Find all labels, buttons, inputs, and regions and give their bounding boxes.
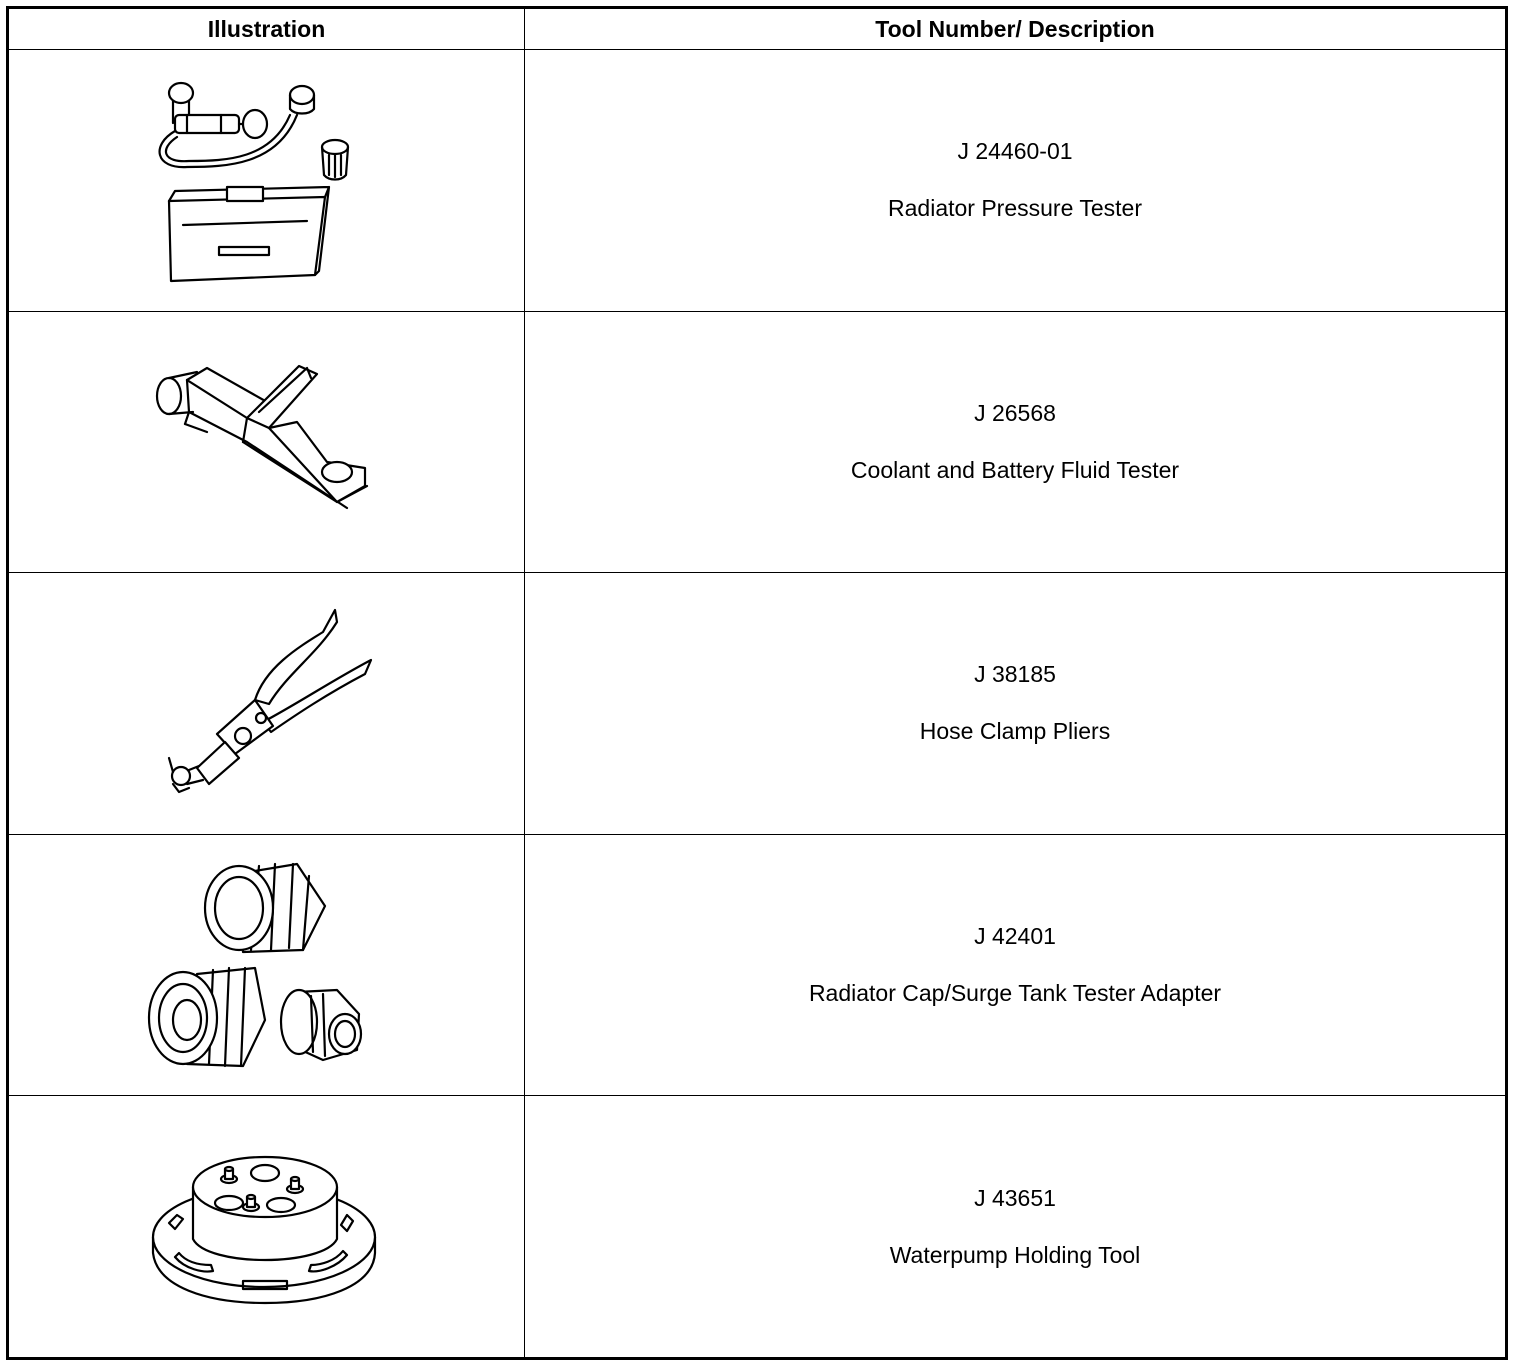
hose-clamp-pliers-icon [147,608,387,798]
illustration-cell [8,50,525,312]
tool-description: Radiator Pressure Tester [888,195,1142,222]
tool-number: J 26568 [974,399,1056,426]
tool-number: J 38185 [974,661,1056,688]
illustration-header: Illustration [8,8,525,50]
illustration-cell [8,311,525,573]
description-cell [525,1096,1507,1359]
tool-number: J 42401 [974,923,1056,950]
description-cell [525,311,1507,573]
table-row [8,834,1507,1096]
description-header: Tool Number/ Description [525,8,1507,50]
tool-description: Hose Clamp Pliers [919,718,1111,745]
radiator-pressure-tester-icon [147,75,387,285]
description-cell [525,573,1507,835]
waterpump-holding-tool-icon [147,1147,387,1307]
special-tools-table [6,6,1508,1360]
table-row [8,50,1507,312]
fluid-tester-icon [147,362,387,522]
table-row [8,311,1507,573]
tool-description: Coolant and Battery Fluid Tester [850,456,1180,483]
description-cell [525,834,1507,1096]
description-cell [525,50,1507,312]
illustration-cell [8,573,525,835]
table-row [8,573,1507,835]
tool-description: Radiator Cap/Surge Tank Tester Adapter [808,980,1222,1007]
tester-adapter-icon [147,850,387,1080]
tool-number: J 43651 [974,1184,1056,1211]
tool-description: Waterpump Holding Tool [889,1241,1141,1268]
illustration-cell [8,1096,525,1359]
illustration-cell [8,834,525,1096]
table-row [8,1096,1507,1359]
header-row [8,8,1507,50]
tool-number: J 24460-01 [957,138,1073,165]
